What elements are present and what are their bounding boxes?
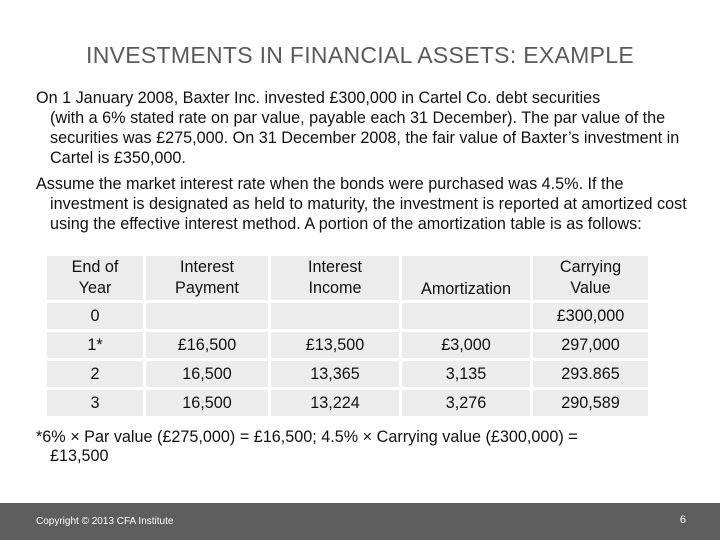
cell-interest-income: £13,500: [271, 332, 399, 358]
assumption-paragraph-first-line: Assume the market interest rate when the bonds were purchased was 4.5%. If the: [36, 175, 624, 193]
header-interest-income: Interest Income: [271, 256, 399, 300]
intro-paragraph-continuation: (with a 6% stated rate on par value, payable each 31 December). The par value of the securities was £275,000. On 31 December 2008, the fair value of Baxter’s investment in Cartel is £350,000.: [50, 109, 680, 167]
header-interest-payment: Interest Payment: [146, 256, 268, 300]
cell-interest-payment: £16,500: [146, 332, 268, 358]
cell-carrying-value: 293.865: [533, 361, 648, 387]
cell-interest-income: 13,224: [271, 390, 399, 416]
assumption-paragraph-continuation: investment is designated as held to maturity, the investment is reported at amortized cost using the effective interest method. A portion of the amortization table is as follows:: [50, 195, 687, 233]
cell-interest-payment: 16,500: [146, 390, 268, 416]
assumption-paragraph: [36, 174, 700, 234]
cell-interest-payment: [146, 303, 268, 329]
cell-amortization: £3,000: [402, 332, 530, 358]
slide-title: INVESTMENTS IN FINANCIAL ASSETS: EXAMPLE: [86, 42, 634, 68]
header-carrying-value: Carrying Value: [533, 256, 648, 300]
cell-amortization: 3,135: [402, 361, 530, 387]
cell-carrying-value: £300,000: [533, 303, 648, 329]
footnote: [36, 428, 700, 466]
cell-interest-income: [271, 303, 399, 329]
page-number: 6: [679, 514, 686, 526]
amortization-table: [44, 253, 651, 419]
cell-year: 2: [47, 361, 143, 387]
cell-year: 0: [47, 303, 143, 329]
cell-carrying-value: 297,000: [533, 332, 648, 358]
table-row: [47, 332, 648, 358]
cell-year: 1*: [47, 332, 143, 358]
intro-paragraph: [36, 88, 700, 168]
header-amortization: Amortization: [402, 256, 530, 300]
footer-bar: [0, 503, 720, 540]
cell-amortization: 3,276: [402, 390, 530, 416]
cell-interest-income: 13,365: [271, 361, 399, 387]
intro-paragraph-first-line: On 1 January 2008, Baxter Inc. invested £300,000 in Cartel Co. debt securities: [36, 89, 601, 107]
copyright-text: Copyright © 2013 CFA Institute: [36, 516, 174, 527]
footnote-continuation: £13,500: [50, 447, 109, 465]
cell-amortization: [402, 303, 530, 329]
table-row: [47, 390, 648, 416]
table-row: [47, 303, 648, 329]
cell-carrying-value: 290,589: [533, 390, 648, 416]
cell-year: 3: [47, 390, 143, 416]
header-end-of-year: End of Year: [47, 256, 143, 300]
cell-interest-payment: 16,500: [146, 361, 268, 387]
table-header-row: [47, 256, 648, 300]
table-row: [47, 361, 648, 387]
footnote-first-line: *6% × Par value (£275,000) = £16,500; 4.5% × Carrying value (£300,000) =: [36, 428, 578, 446]
